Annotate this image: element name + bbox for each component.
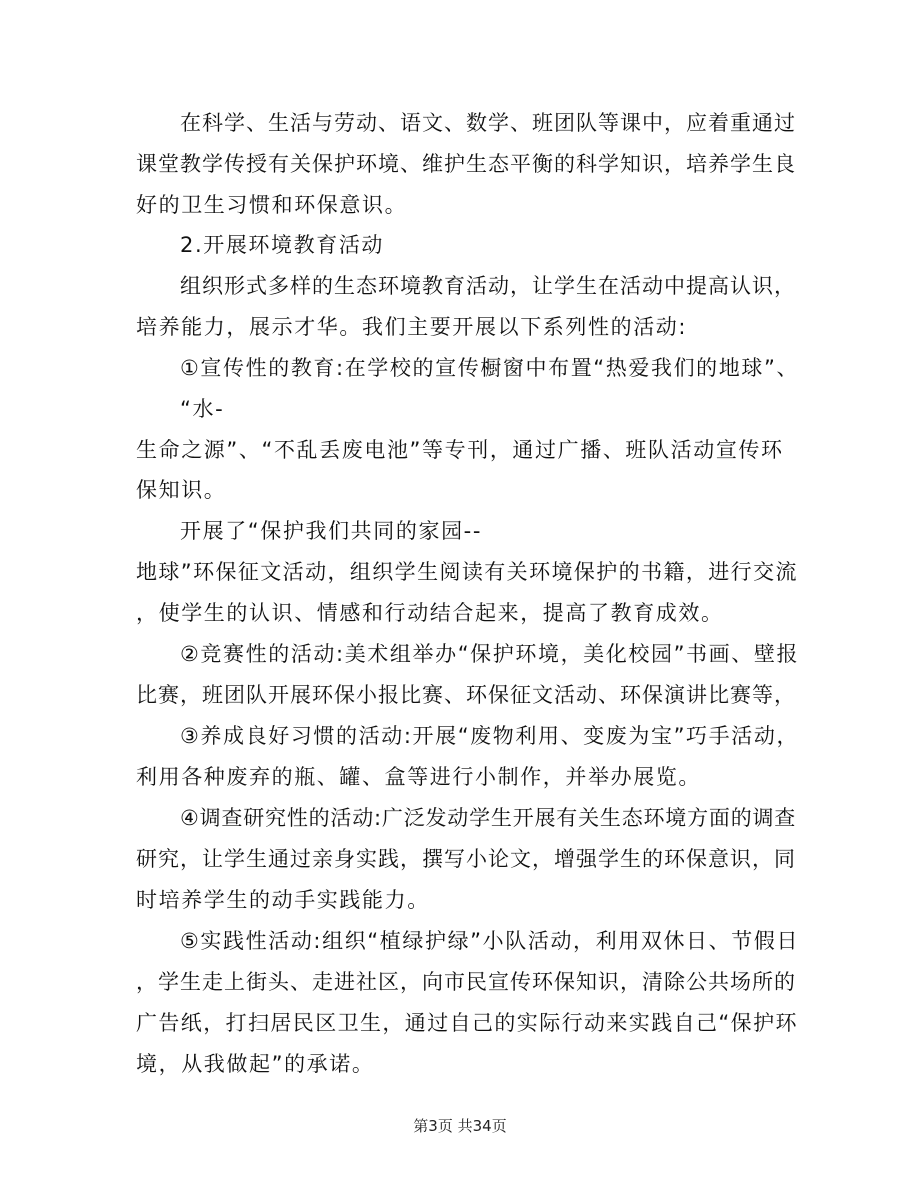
paragraph-line: “水- (180, 397, 225, 421)
paragraph-line: ③养成良好习惯的活动:开展“废物利用、变废为宝”巧手活动， (180, 724, 800, 748)
paragraph-line: 生命之源”、“不乱丢废电池”等专刊，通过广播、班队活动宣传环 (136, 438, 784, 462)
paragraph-line: 时培养学生的动手实践能力。 (136, 888, 430, 912)
paragraph-line: 培养能力，展示才华。我们主要开展以下系列性的活动: (136, 315, 688, 339)
paragraph-line: ②竞赛性的活动:美术组举办“保护环境，美化校园”书画、壁报 (180, 642, 800, 666)
paragraph-line: 利用各种废弃的瓶、罐、盒等进行小制作，并举办展览。 (136, 765, 701, 789)
paragraph-line: ①宣传性的教育:在学校的宣传橱窗中布置“热爱我们的地球”、 (180, 356, 800, 380)
paragraph-line: 研究，让学生通过亲身实践，撰写小论文，增强学生的环保意识，同 (136, 847, 796, 871)
paragraph-line: 地球”环保征文活动，组织学生阅读有关环境保护的书籍，进行交流 (136, 560, 798, 584)
paragraph-line: ，学生走上街头、走进社区，向市民宣传环保知识，清除公共场所的 (136, 970, 796, 994)
paragraph-line: 好的卫生习惯和环保意识。 (136, 193, 408, 217)
paragraph-line: 保知识。 (136, 478, 227, 502)
paragraph-line: 课堂教学传授有关保护环境、维护生态平衡的科学知识，培养学生良 (136, 152, 796, 176)
paragraph-line: 开展了“保护我们共同的家园-- (180, 519, 483, 543)
paragraph-line: ④调查研究性的活动:广泛发动学生开展有关生态环境方面的调查 (180, 806, 797, 830)
paragraph-line: ⑤实践性活动:组织“植绿护绿”小队活动，利用双休日、节假日 (180, 929, 800, 953)
paragraph-line: 组织形式多样的生态环境教育活动，让学生在活动中提高认识， (180, 274, 796, 298)
paragraph-line: 境，从我做起”的承诺。 (136, 1052, 375, 1076)
paragraph-line: 在科学、生活与劳动、语文、数学、班团队等课中，应着重通过 (180, 111, 796, 135)
section-heading: 2.开展环境教育活动 (180, 233, 385, 257)
page-number-footer: 第3页 共34页 (413, 1117, 507, 1135)
paragraph-line: 比赛，班团队开展环保小报比赛、环保征文活动、环保演讲比赛等， (136, 683, 796, 707)
paragraph-line: ，使学生的认识、情感和行动结合起来，提高了教育成效。 (136, 601, 724, 625)
paragraph-line: 广告纸，打扫居民区卫生，通过自己的实际行动来实践自己“保护环 (136, 1011, 798, 1035)
